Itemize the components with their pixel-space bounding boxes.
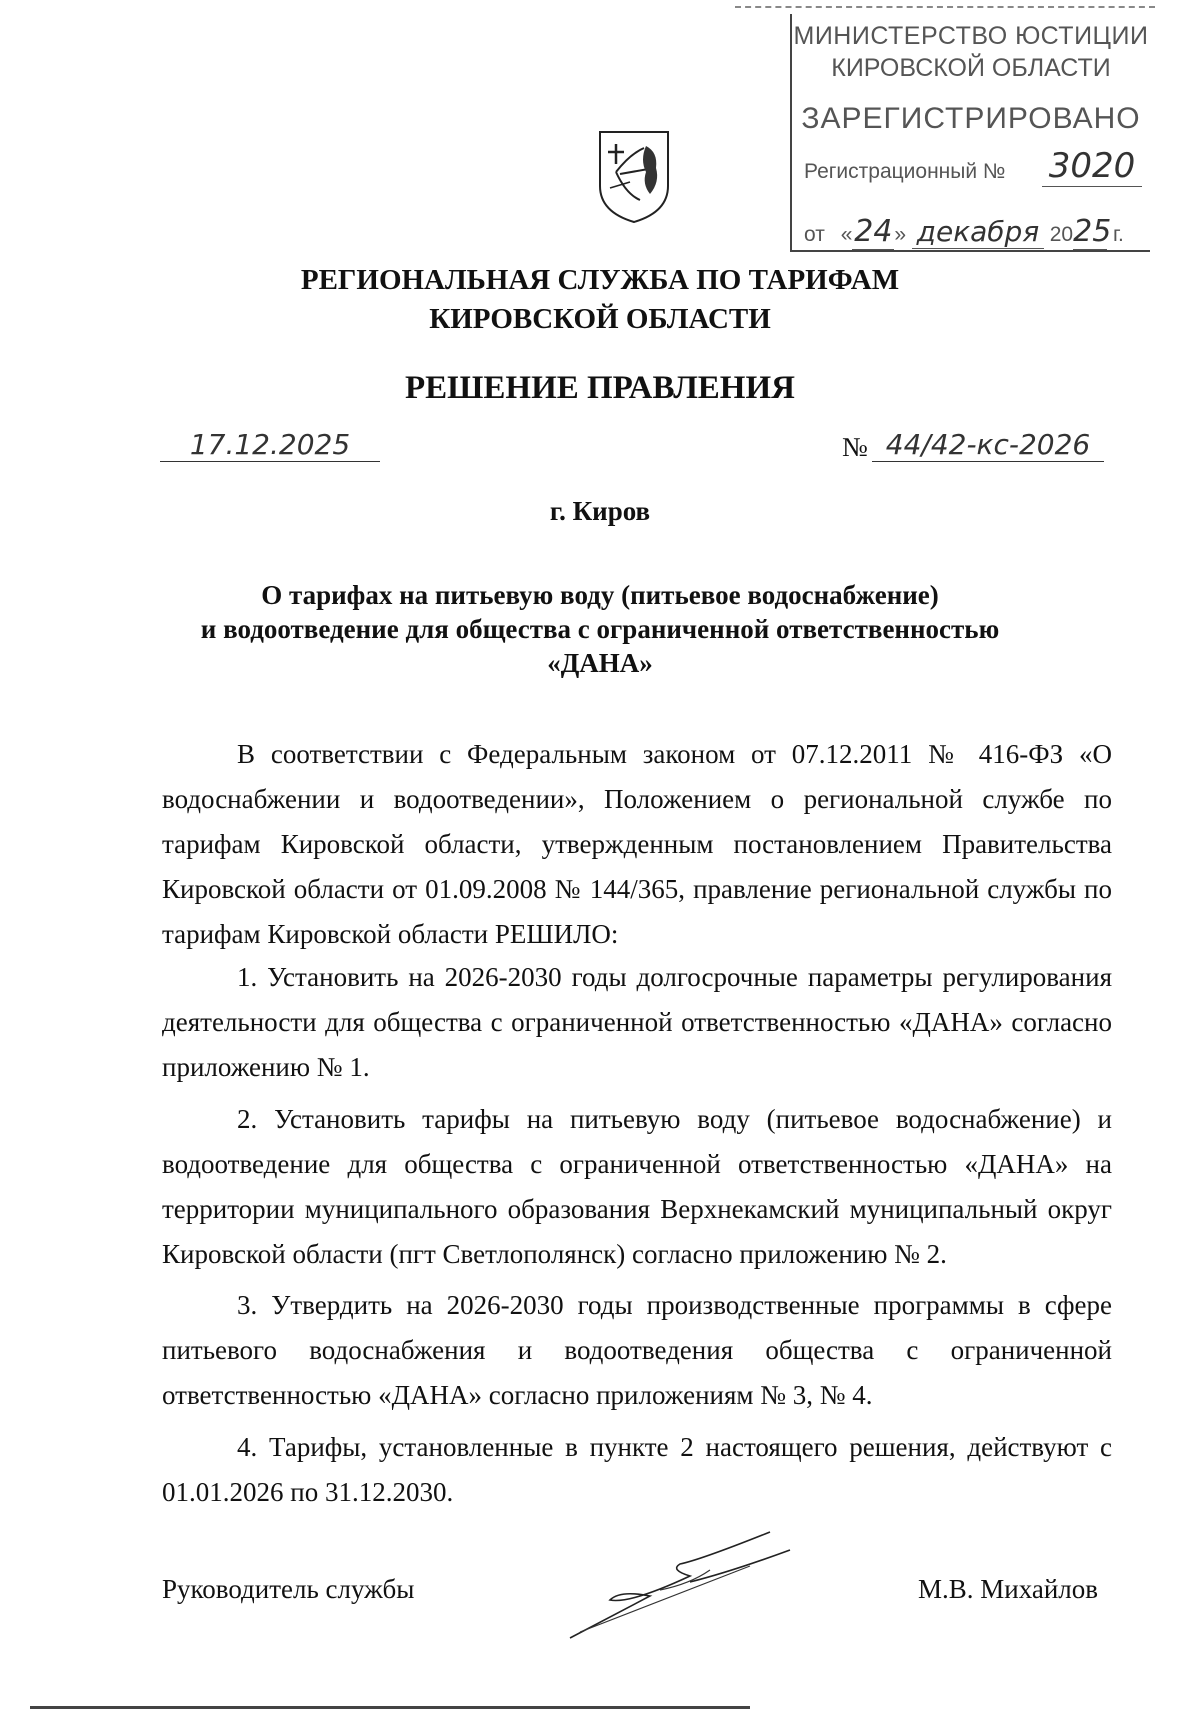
stamp-date-month: декабря xyxy=(912,215,1044,249)
document-title-line1: О тарифах на питьевую воду (питьевое водоснабжение) xyxy=(261,580,939,610)
stamp-date-day: 24 xyxy=(854,214,893,249)
item-3-paragraph xyxy=(162,1283,1112,1418)
stamp-date-open-quote: « xyxy=(840,223,853,246)
item-1-text: 1. Установить на 2026-2030 годы долгосрочные параметры регулирования деятельности для общества с ограниченной ответственностью «ДАНА» согласно приложению № 1. xyxy=(162,962,1112,1082)
stamp-org-line1: МИНИСТЕРСТВО ЮСТИЦИИ xyxy=(793,22,1149,50)
document-title-line3: «ДАНА» xyxy=(547,648,653,678)
signer-name: М.В. Михайлов xyxy=(918,1574,1099,1604)
organization-name-line1: РЕГИОНАЛЬНАЯ СЛУЖБА ПО ТАРИФАМ xyxy=(300,264,900,296)
intro-text: В соответствии с Федеральным законом от 07.12.2011 № 416-ФЗ «О водоснабжении и водоотведении», Положением о региональной службе по тарифам Кировской области, утвержденным постановлением Правительства Кировской области от 01.09.2008 № 144/365, правление региональной службы по тарифам Кировской области РЕШИЛО: xyxy=(162,739,1112,949)
document-type: РЕШЕНИЕ ПРАВЛЕНИЯ xyxy=(405,370,795,406)
stamp-date-year-suffix: 25 xyxy=(1073,214,1112,249)
stamp-number-label: Регистрационный № xyxy=(804,160,1006,183)
stamp-top-border xyxy=(735,6,1155,8)
handwritten-signature xyxy=(540,1520,870,1650)
stamp-registered-label: ЗАРЕГИСТРИРОВАНО xyxy=(801,102,1141,135)
item-4-text: 4. Тарифы, установленные в пункте 2 настоящего решения, действуют с 01.01.2026 по 31.12.2030. xyxy=(162,1432,1112,1507)
item-2-text: 2. Установить тарифы на питьевую воду (питьевое водоснабжение) и водоотведение для общества с ограниченной ответственностью «ДАНА» на территории муниципального образования Верхнекамский муниципальный округ Кировской области (пгт Светлополянск) согласно приложению № 2. xyxy=(162,1104,1112,1269)
registration-stamp xyxy=(790,14,1150,252)
item-4-paragraph xyxy=(162,1425,1112,1515)
stamp-date-year-unit: г. xyxy=(1112,223,1124,246)
decision-number: 44/42-кс-2026 xyxy=(872,428,1104,462)
stamp-org-line2: КИРОВСКОЙ ОБЛАСТИ xyxy=(831,54,1111,82)
stamp-date-year-prefix: 20 xyxy=(1049,223,1074,246)
document-title-line2: и водоотведение для общества с ограниченной ответственностью xyxy=(200,614,1000,644)
item-1-paragraph xyxy=(162,955,1112,1090)
decision-number-label: № xyxy=(842,432,868,462)
stamp-date-row xyxy=(804,214,1150,250)
coat-of-arms-icon xyxy=(596,128,672,224)
item-2-paragraph xyxy=(162,1097,1112,1277)
intro-paragraph xyxy=(162,732,1112,957)
city: г. Киров xyxy=(549,496,651,526)
stamp-date-from: от xyxy=(804,223,825,246)
stamp-number-row xyxy=(804,160,1005,184)
decision-date: 17.12.2025 xyxy=(160,428,380,462)
organization-name-line2: КИРОВСКОЙ ОБЛАСТИ xyxy=(429,303,771,335)
stamp-date-close-quote: » xyxy=(894,223,907,246)
item-3-text: 3. Утвердить на 2026-2030 годы производственные программы в сфере питьевого водоснабжения и водоотведения общества с ограниченной ответственностью «ДАНА» согласно приложениям № 3, № 4. xyxy=(162,1290,1112,1410)
stamp-number-value: 3020 xyxy=(1042,146,1142,187)
scan-edge-line xyxy=(30,1706,750,1709)
signer-title: Руководитель службы xyxy=(162,1574,415,1604)
